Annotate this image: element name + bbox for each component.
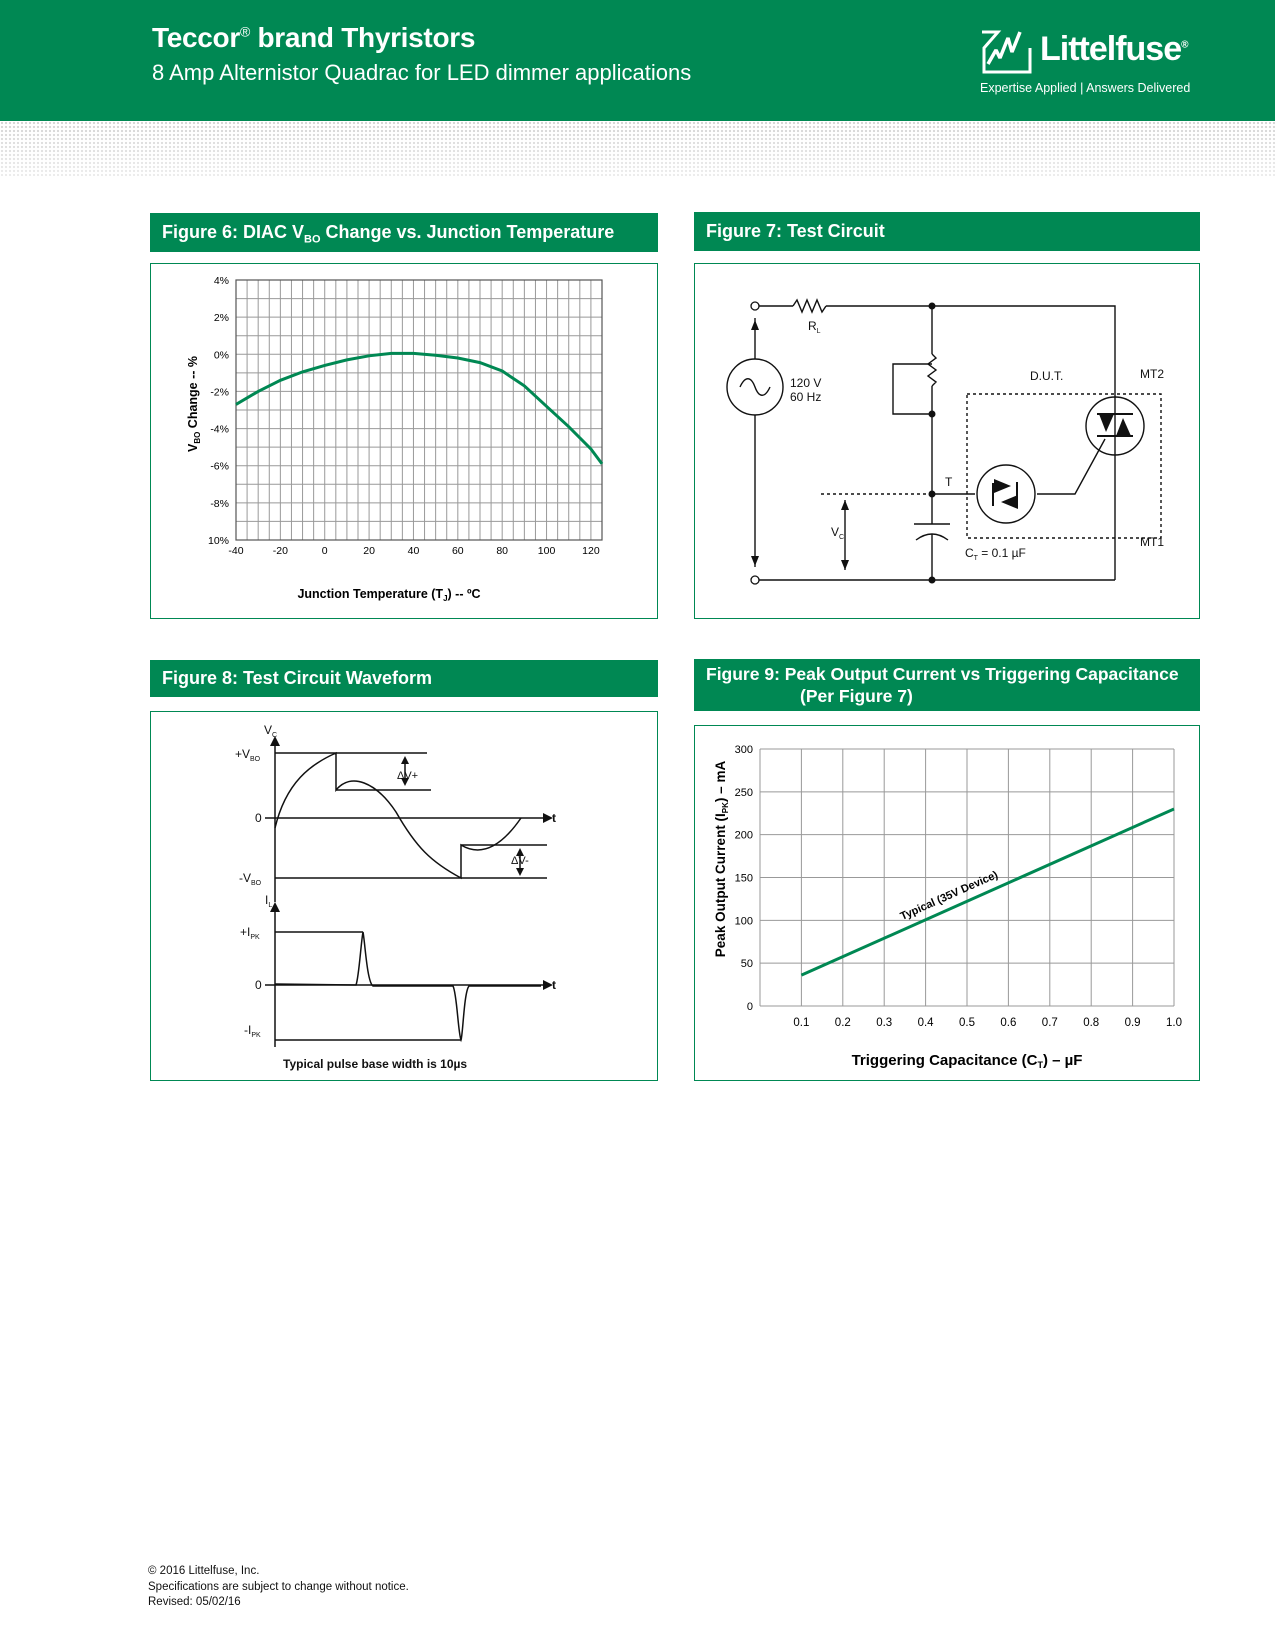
fig6-x-tick: 0 xyxy=(321,545,328,557)
fig9-x-tick: 1.0 xyxy=(1166,1017,1182,1029)
fig6-y-tick: 0% xyxy=(213,349,229,362)
label-zero-1: 0 xyxy=(255,811,262,825)
fig9-x-tick: 0.5 xyxy=(959,1017,975,1029)
pulse-width-note: Typical pulse base width is 10µs xyxy=(283,1057,468,1071)
fig9-y-tick: 200 xyxy=(734,829,753,842)
fig9-x-tick: 0.7 xyxy=(1041,1017,1058,1029)
fig6-x-tick: 20 xyxy=(363,545,375,557)
fig6-y-tick: -2% xyxy=(210,386,229,399)
fig9-ylabel: Peak Output Current $(I_{PK})$ – mA xyxy=(713,760,730,958)
fig9-y-tick: 250 xyxy=(734,786,753,799)
fig6-x-tick: 80 xyxy=(496,545,509,557)
fig6-x-tick: 60 xyxy=(451,545,464,557)
label-delta-v-minus: ΔV- xyxy=(511,855,529,867)
fig6-box xyxy=(150,263,658,619)
label-t-2: t xyxy=(552,978,556,992)
diac-icon xyxy=(977,465,1035,523)
label-minus-ipk: $-I_{PK}$ xyxy=(244,1023,261,1039)
footer-notice: Specifications are subject to change without notice. xyxy=(148,1580,409,1593)
fig6-x-tick: 100 xyxy=(537,545,556,557)
fig9-title: Figure 9: Peak Output Current vs Triggering Capacitance (Per Figure 7) xyxy=(694,659,1200,711)
label-zero-2: 0 xyxy=(255,978,262,992)
label-plus-vbo: $+V_{BO}$ xyxy=(235,747,261,763)
fig9-x-tick: 0.2 xyxy=(834,1017,851,1029)
label-delta-v-plus: ΔV+ xyxy=(397,770,419,782)
fig6-y-tick: 2% xyxy=(213,312,229,325)
label-mt1: MT1 xyxy=(1140,535,1164,549)
fig6-y-tick: -8% xyxy=(210,497,229,510)
header-subtitle: 8 Amp Alternistor Quadrac for LED dimmer applications xyxy=(152,60,692,85)
fig6-ylabel: $V_{BO}$ Change -- % xyxy=(186,355,202,453)
label-rl: $R_L$ xyxy=(808,319,821,335)
fig6-x-tick: -20 xyxy=(272,545,288,557)
potentiometer-icon xyxy=(928,354,936,386)
il-waveform xyxy=(275,932,541,1040)
fig9-x-tick: 0.3 xyxy=(876,1017,893,1029)
sine-wave-icon xyxy=(740,379,770,396)
littelfuse-logo xyxy=(980,28,1220,98)
fig8-waveform xyxy=(151,712,656,1079)
wire-top-right xyxy=(826,306,1115,580)
fig6-y-tick: -4% xyxy=(210,423,229,436)
page-header xyxy=(0,0,1275,121)
fig9-x-tick: 0.9 xyxy=(1124,1017,1141,1029)
fig7-title: Figure 7: Test Circuit xyxy=(694,212,1200,251)
footer-copyright: © 2016 Littelfuse, Inc. xyxy=(148,1565,260,1577)
label-source-f: 60 Hz xyxy=(790,390,822,404)
label-source-v: 120 V xyxy=(790,376,822,390)
fig9-chart xyxy=(695,726,1198,1079)
fig9-y-tick: 0 xyxy=(746,1001,753,1013)
fig9-x-tick: 0.1 xyxy=(793,1017,810,1029)
fig6-x-tick: 120 xyxy=(582,545,600,557)
fig9-y-tick: 100 xyxy=(734,915,753,928)
label-ct: $C_T = 0.1$ µF xyxy=(965,546,1026,562)
label-il: $I_L$ xyxy=(265,893,273,909)
littelfuse-logo-icon xyxy=(980,28,1036,76)
fig8-title: Figure 8: Test Circuit Waveform xyxy=(150,660,658,697)
fig6-chart xyxy=(151,264,656,617)
fig9-x-tick: 0.4 xyxy=(917,1017,934,1029)
fig9-annotation: Typical (35V Device) xyxy=(898,868,1000,923)
footer-revised: Revised: 05/02/16 xyxy=(148,1596,241,1608)
dot-pattern-band xyxy=(0,121,1275,176)
fig9-y-tick: 150 xyxy=(734,872,753,885)
label-plus-ipk: $+I_{PK}$ xyxy=(240,925,260,941)
label-mt2: MT2 xyxy=(1140,367,1164,381)
label-dut: D.U.T. xyxy=(1030,369,1064,383)
fig6-y-tick: -6% xyxy=(210,460,229,473)
fig6-x-tick: 40 xyxy=(407,545,420,557)
fig7-box xyxy=(694,263,1200,619)
fig6-xlabel: Junction Temperature $(T_J)$ -- ºC xyxy=(297,587,481,603)
fig9-x-tick: 0.6 xyxy=(1000,1017,1017,1029)
fig9-y-tick: 300 xyxy=(734,744,753,756)
fig9-series-line xyxy=(801,809,1174,975)
label-minus-vbo: $-V_{BO}$ xyxy=(239,871,262,887)
fig7-circuit xyxy=(695,264,1198,617)
page-footer xyxy=(148,1564,409,1611)
fig6-y-tick: 4% xyxy=(213,275,229,287)
fig6-y-tick: 10% xyxy=(207,535,229,547)
label-vc: $V_C$ xyxy=(831,525,845,541)
fig9-xlabel: Triggering Capacitance $(C_T)$ – µF xyxy=(851,1052,1083,1070)
logo-wordmark: Littelfuse® xyxy=(1040,30,1188,68)
fig9-box xyxy=(694,725,1200,1081)
fig9-y-tick: 50 xyxy=(740,958,753,971)
label-t-1: t xyxy=(552,811,556,825)
fig8-box xyxy=(150,711,658,1081)
logo-tagline: Expertise Applied | Answers Delivered xyxy=(980,81,1191,95)
label-t: T xyxy=(945,475,953,489)
fig6-title: Figure 6: DIAC $V_{BO}$ Change vs. Junction Temperature xyxy=(150,213,658,252)
label-vc: $V_C$ xyxy=(264,723,278,739)
fig6-x-tick: -40 xyxy=(228,545,244,557)
resistor-rl-icon xyxy=(793,300,826,312)
header-title: Teccor® brand Thyristors xyxy=(152,22,476,53)
fig9-x-tick: 0.8 xyxy=(1083,1017,1100,1029)
